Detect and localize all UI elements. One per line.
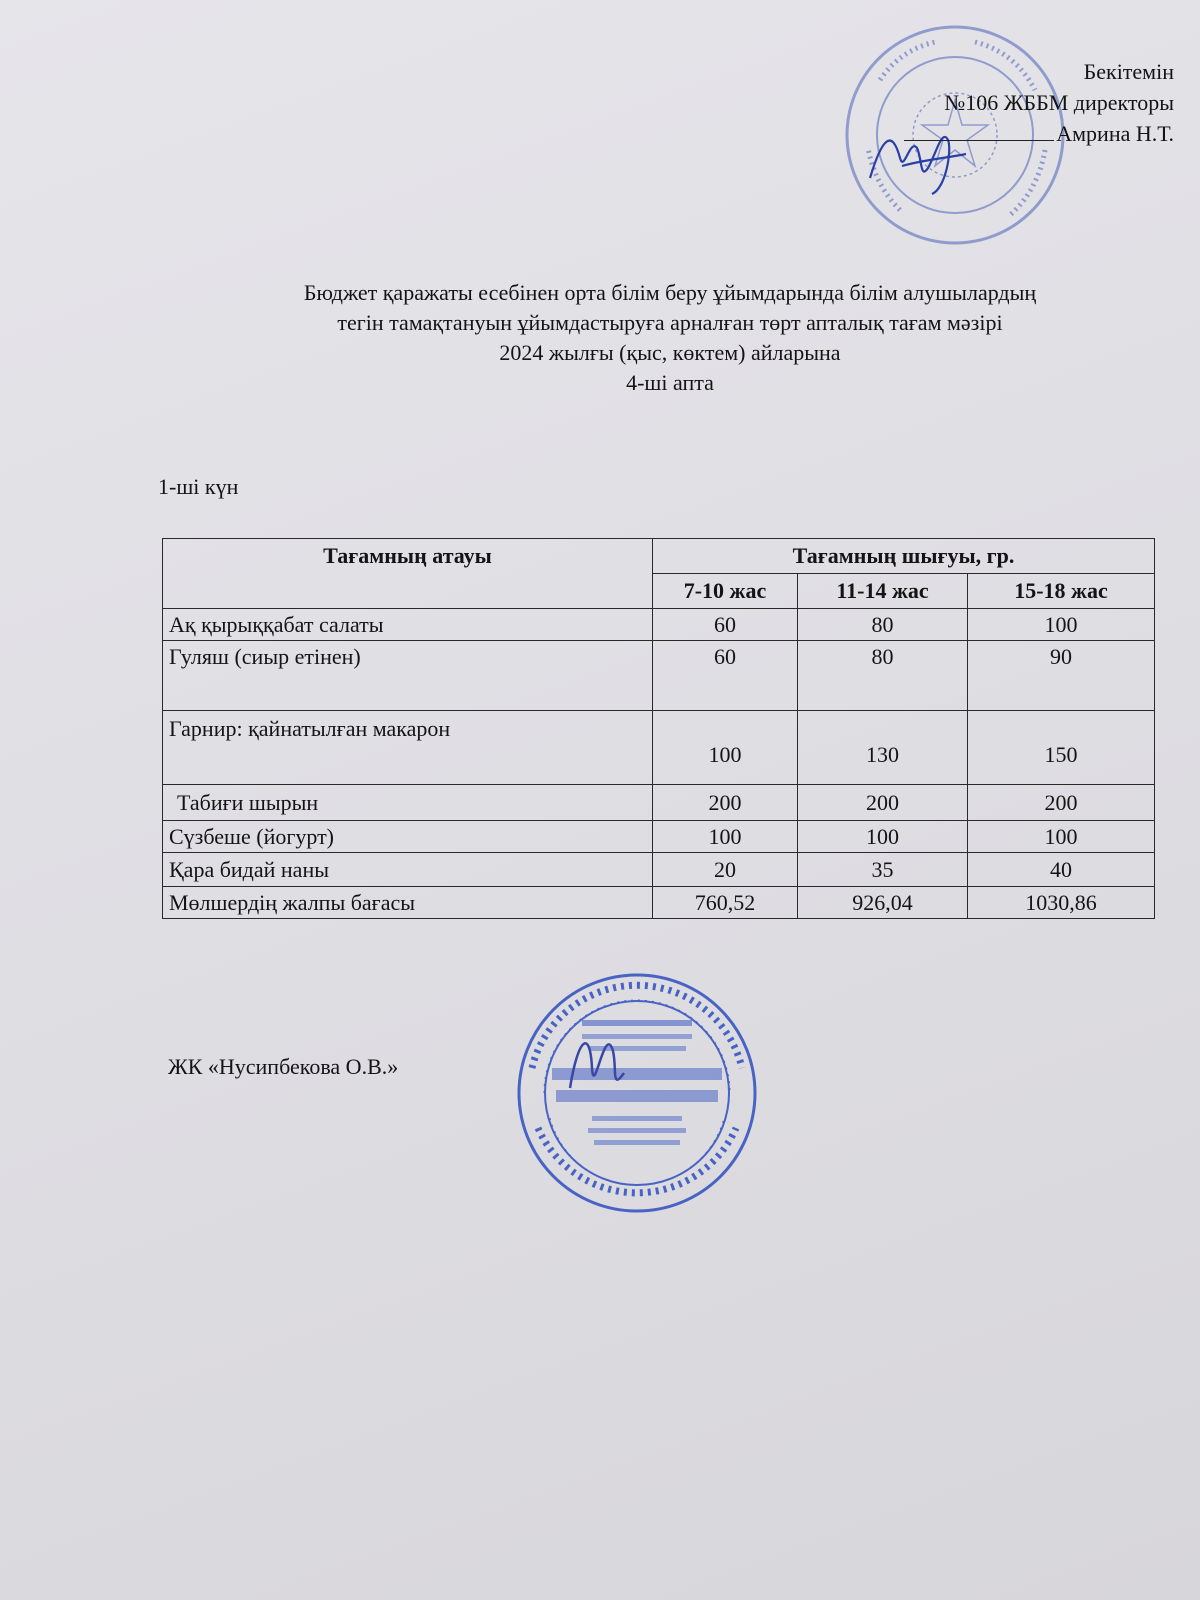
yield-7-10: 200 [653,785,798,821]
total-cost-label: Мөлшердің жалпы бағасы [163,887,653,919]
yield-7-10: 100 [653,821,798,853]
yield-11-14: 35 [798,853,968,887]
dish-name: Табиғи шырын [163,785,653,821]
yield-7-10: 20 [653,853,798,887]
header-age-15-18: 15-18 жас [968,574,1155,609]
total-cost-15-18: 1030,86 [968,887,1155,919]
approval-position: №106 ЖББМ директоры [944,90,1174,115]
dish-name: Сүзбеше (йогурт) [163,821,653,853]
title-line-1: Бюджет қаражаты есебінен орта білім беру ұйымдарында білім алушылардың [303,280,1037,305]
table-total-row [163,887,1155,919]
yield-15-18: 90 [968,641,1155,711]
table-row [163,785,1155,821]
table-row [163,853,1155,887]
header-age-11-14: 11-14 жас [798,574,968,609]
header-dish-name: Тағамның атауы [163,539,653,609]
document-title [150,278,1190,398]
total-cost-7-10: 760,52 [653,887,798,919]
yield-11-14: 200 [798,785,968,821]
entrepreneur-stamp [512,968,762,1218]
yield-15-18: 150 [968,711,1155,785]
title-week: 4-ші апта [626,370,714,395]
header-yield: Тағамның шығуы, гр. [653,539,1155,574]
signature-underline [904,120,1054,141]
table-row [163,609,1155,641]
approval-label: Бекітемін [1083,59,1174,84]
dish-name: Гарнир: қайнатылған макарон [163,711,653,785]
approval-director-name: Амрина Н.Т. [1056,121,1174,146]
yield-7-10: 60 [653,641,798,711]
yield-15-18: 200 [968,785,1155,821]
yield-11-14: 130 [798,711,968,785]
table-row [163,821,1155,853]
day-label: 1-ші күн [158,474,239,499]
table-row [163,641,1155,711]
dish-name: Гуляш (сиыр етінен) [163,641,653,711]
table-header-row [163,539,1155,574]
yield-15-18: 40 [968,853,1155,887]
yield-7-10: 100 [653,711,798,785]
entrepreneur-name: ЖК «Нусипбекова О.В.» [168,1054,399,1079]
yield-11-14: 80 [798,609,968,641]
yield-11-14: 80 [798,641,968,711]
header-age-7-10: 7-10 жас [653,574,798,609]
approval-block [814,56,1174,149]
yield-15-18: 100 [968,609,1155,641]
title-line-3: 2024 жылғы (қыс, көктем) айларына [499,340,841,365]
title-line-2: тегін тамақтануын ұйымдастыруға арналған төрт апталық тағам мәзірі [337,310,1003,335]
dish-name: Қара бидай наны [163,853,653,887]
approval-signature-line [904,118,1174,149]
yield-15-18: 100 [968,821,1155,853]
menu-table [162,538,1155,919]
dish-name: Ақ қырыққабат салаты [163,609,653,641]
yield-7-10: 60 [653,609,798,641]
yield-11-14: 100 [798,821,968,853]
table-row [163,711,1155,785]
total-cost-11-14: 926,04 [798,887,968,919]
